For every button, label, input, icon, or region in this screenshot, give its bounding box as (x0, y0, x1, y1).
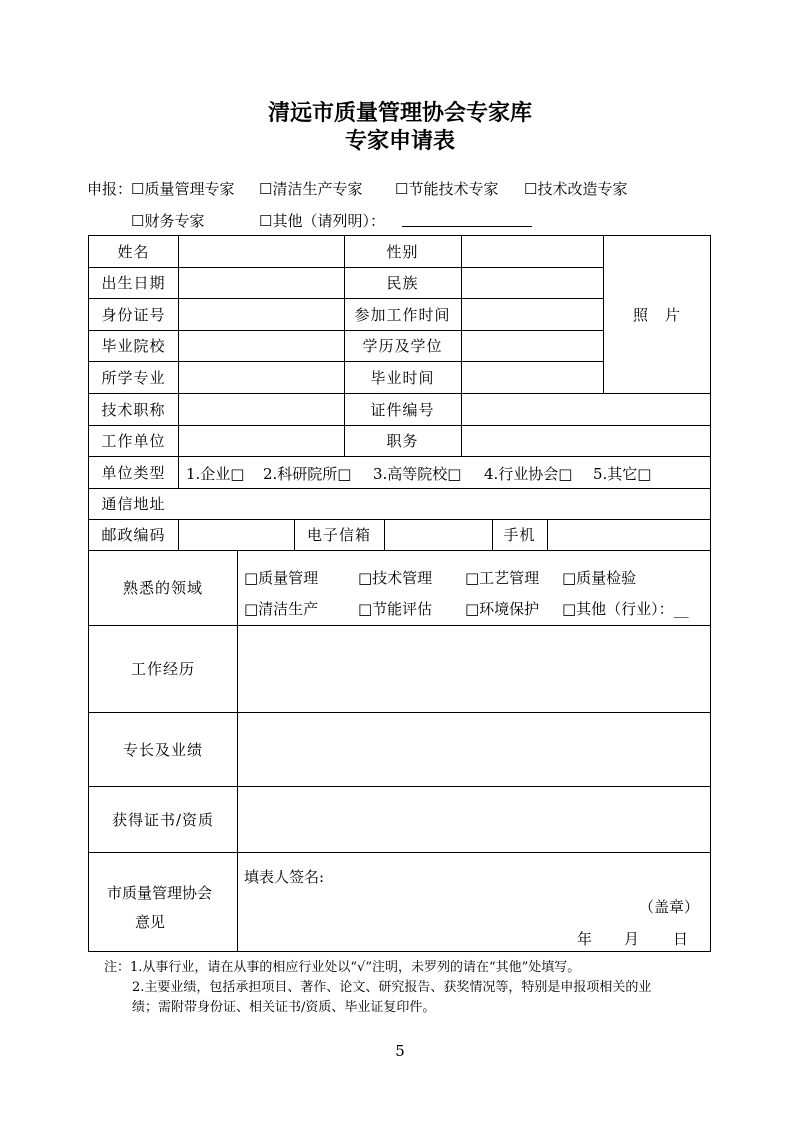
field-other-industry[interactable]: □其他（行业）：__ (562, 600, 689, 618)
label-opinion-line2: 意见 (135, 913, 166, 931)
photo-box[interactable]: 照 片 (632, 306, 681, 324)
label-email: 电子信箱 (306, 526, 371, 544)
date-year: 年 (577, 930, 593, 948)
address-field[interactable] (178, 488, 711, 519)
other-blank-line[interactable] (402, 226, 532, 227)
field-quality-management[interactable]: □质量管理 (244, 569, 319, 587)
label-degree: 学历及学位 (362, 337, 443, 355)
email-field[interactable] (384, 519, 492, 550)
school-field[interactable] (178, 330, 344, 361)
employer-field[interactable] (178, 425, 344, 456)
apply-option-energy[interactable]: ☐节能技术专家 (395, 180, 499, 198)
label-title: 技术职称 (101, 400, 166, 419)
label-ethnicity: 民族 (386, 274, 419, 292)
apply-option-tech[interactable]: ☐技术改造专家 (524, 180, 628, 198)
position-field[interactable] (461, 425, 711, 456)
ethnicity-field[interactable] (461, 267, 603, 298)
label-postcode: 邮政编码 (101, 526, 166, 544)
label-gender: 性别 (386, 243, 419, 261)
experience-field[interactable] (237, 625, 711, 712)
label-school: 毕业院校 (101, 337, 166, 355)
label-opinion-line1: 市质量管理协会 (107, 884, 213, 902)
note-1: 注：1.从事行业，请在从事的相应行业处以“√”注明，未罗列的请在“其他”处填写。 (104, 960, 581, 975)
apply-prefix: 申报： (87, 180, 133, 198)
id-field[interactable] (178, 298, 344, 330)
apply-option-other[interactable]: ☐其他（请列明）： (259, 212, 385, 230)
apply-option-quality[interactable]: ☐质量管理专家 (131, 180, 235, 198)
unit-type-university[interactable]: 3.高等院校□ (373, 465, 462, 483)
label-experience: 工作经历 (130, 660, 195, 678)
unit-type-enterprise[interactable]: 1.企业□ (186, 465, 245, 483)
apply-option-clean[interactable]: ☐清洁生产专家 (259, 180, 363, 198)
label-name: 姓名 (117, 243, 150, 261)
label-fields: 熟悉的领域 (122, 579, 203, 597)
label-position: 职务 (386, 432, 419, 450)
label-birth: 出生日期 (101, 274, 166, 292)
field-environment[interactable]: □环境保护 (465, 600, 540, 618)
grad-time-field[interactable] (461, 361, 603, 393)
date-month: 月 (624, 930, 640, 948)
title-line-1: 清远市质量管理协会专家库 (267, 101, 532, 126)
label-address: 通信地址 (101, 495, 166, 513)
expertise-field[interactable] (237, 712, 711, 786)
label-cert-no: 证件编号 (370, 400, 435, 419)
field-tech-management[interactable]: □技术管理 (358, 569, 433, 587)
label-work-start: 参加工作时间 (354, 305, 451, 324)
note-2-cont: 绩；需附带身份证、相关证书/资质、毕业证复印件。 (132, 1000, 436, 1015)
seal-label: （盖章） (639, 898, 700, 916)
page-number: 5 (395, 1042, 405, 1060)
application-form-table (88, 235, 711, 952)
title-field[interactable] (178, 393, 344, 425)
certificates-field[interactable] (237, 786, 711, 852)
major-field[interactable] (178, 361, 344, 393)
note-2: 2.主要业绩，包括承担项目、著作、论文、研究报告、获奖情况等，特别是申报项相关的业 (132, 980, 652, 995)
work-start-field[interactable] (461, 298, 603, 330)
field-clean-production[interactable]: □清洁生产 (244, 600, 319, 618)
label-grad-time: 毕业时间 (370, 368, 435, 387)
field-quality-inspection[interactable]: □质量检验 (562, 569, 637, 587)
label-certificates: 获得证书/资质 (111, 810, 215, 829)
title-line-2: 专家申请表 (344, 129, 455, 154)
signature-label: 填表人签名: (244, 868, 325, 886)
label-mobile: 手机 (503, 526, 536, 544)
unit-type-other[interactable]: 5.其它□ (593, 465, 652, 483)
field-process-management[interactable]: □工艺管理 (465, 569, 540, 587)
label-unit-type: 单位类型 (101, 463, 166, 482)
postcode-field[interactable] (178, 519, 294, 550)
gender-field[interactable] (461, 236, 603, 267)
mobile-field[interactable] (547, 519, 711, 550)
cert-no-field[interactable] (461, 393, 711, 425)
label-id: 身份证号 (101, 305, 166, 324)
birth-field[interactable] (178, 267, 344, 298)
field-energy-assessment[interactable]: □节能评估 (358, 600, 433, 618)
degree-field[interactable] (461, 330, 603, 361)
apply-option-finance[interactable]: ☐财务专家 (131, 212, 205, 230)
unit-type-research[interactable]: 2.科研院所□ (263, 465, 352, 483)
name-field[interactable] (178, 236, 344, 267)
date-day: 日 (673, 930, 689, 948)
label-employer: 工作单位 (101, 432, 166, 450)
label-expertise: 专长及业绩 (122, 740, 203, 759)
unit-type-association[interactable]: 4.行业协会□ (484, 465, 573, 483)
label-major: 所学专业 (101, 368, 166, 387)
